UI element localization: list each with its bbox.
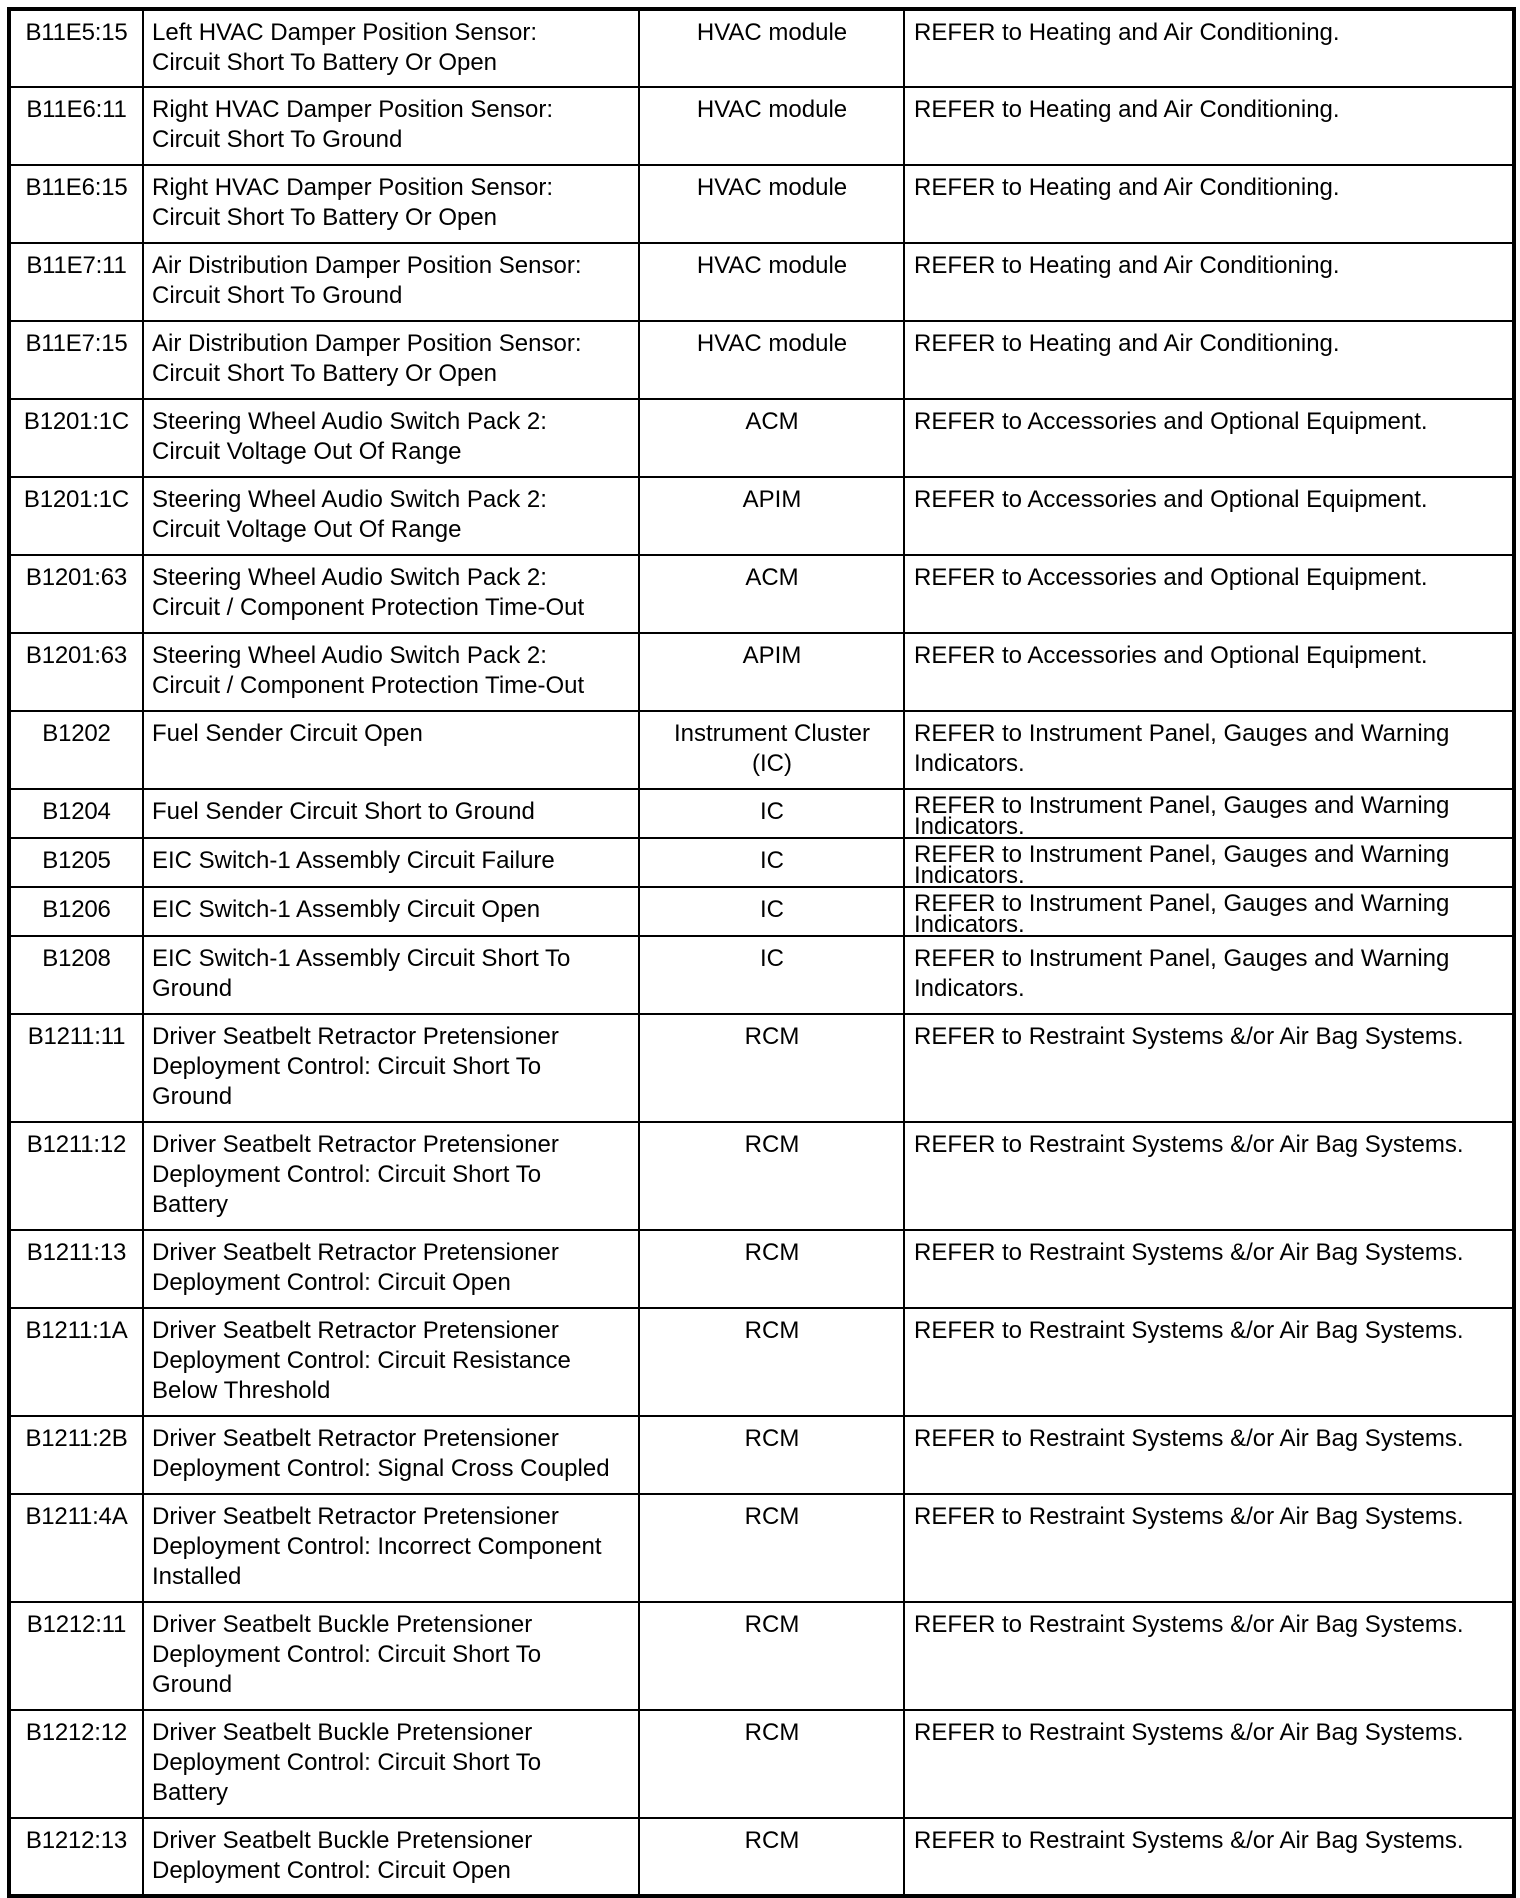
table-row [9,321,1514,399]
dtc-description-line: Driver Seatbelt Buckle Pretensioner [152,1719,533,1746]
dtc-module-cell [639,87,904,165]
dtc-code: B1212:11 [26,1611,127,1638]
dtc-description-line: Circuit Voltage Out Of Range [152,516,462,543]
table-row [9,838,1514,887]
table-row [9,1308,1514,1416]
table-row [9,165,1514,243]
dtc-action-line: REFER to Instrument Panel, Gauges and Warning [914,720,1450,747]
dtc-description-line: Circuit Short To Battery Or Open [152,360,498,387]
dtc-action-cell [904,243,1514,321]
dtc-code-cell [9,1602,143,1710]
dtc-code: B1211:11 [27,1023,126,1050]
dtc-code-cell [9,399,143,477]
dtc-code-cell [9,243,143,321]
dtc-description-line: Deployment Control: Circuit Short To [152,1161,542,1188]
dtc-code: B11E6:11 [26,96,127,123]
dtc-module-line: HVAC module [696,19,848,46]
dtc-description-line: Left HVAC Damper Position Sensor: [152,19,538,46]
dtc-code: B1201:1C [23,486,130,513]
dtc-description-line: Fuel Sender Circuit Open [152,720,423,747]
table-row [9,243,1514,321]
dtc-action-line: REFER to Accessories and Optional Equipment. [914,408,1428,435]
dtc-action-cell [904,838,1514,887]
dtc-action-line: REFER to Instrument Panel, Gauges and Warning [914,945,1450,972]
dtc-action-line: REFER to Restraint Systems &/or Air Bag Systems. [914,1611,1464,1638]
dtc-description-cell [143,1818,639,1896]
dtc-code-cell [9,711,143,789]
dtc-module-cell [639,1014,904,1122]
dtc-action-line: REFER to Restraint Systems &/or Air Bag Systems. [914,1425,1464,1452]
dtc-module-line: ACM [745,564,799,591]
dtc-description-line: Ground [152,975,233,1002]
dtc-module-line: HVAC module [696,330,848,357]
dtc-action-line: Indicators. [914,813,1025,838]
table-row [9,87,1514,165]
dtc-description-line: Driver Seatbelt Retractor Pretensioner [152,1023,559,1050]
dtc-description-cell [143,1416,639,1494]
dtc-module-cell [639,936,904,1014]
dtc-module-cell [639,1308,904,1416]
dtc-description-line: Deployment Control: Signal Cross Coupled [152,1455,610,1482]
table-row [9,633,1514,711]
dtc-description-line: Circuit / Component Protection Time-Out [152,594,585,621]
dtc-module-line: APIM [742,486,802,513]
dtc-module-line: HVAC module [696,252,848,279]
dtc-action-line: Indicators. [914,862,1025,887]
table-row [9,1818,1514,1896]
dtc-action-line: REFER to Accessories and Optional Equipment. [914,486,1428,513]
dtc-description-line: Steering Wheel Audio Switch Pack 2: [152,408,547,435]
table-row [9,1014,1514,1122]
dtc-action-cell [904,1014,1514,1122]
table-row [9,1494,1514,1602]
dtc-module-line: RCM [744,1503,800,1530]
dtc-description-cell [143,165,639,243]
dtc-description-cell [143,399,639,477]
dtc-module-cell [639,887,904,936]
dtc-code-cell [9,1014,143,1122]
dtc-action-cell [904,321,1514,399]
dtc-description-line: Deployment Control: Circuit Resistance [152,1347,571,1374]
dtc-code: B1201:63 [25,642,128,669]
dtc-description-line: Driver Seatbelt Retractor Pretensioner [152,1425,559,1452]
dtc-action-line: REFER to Heating and Air Conditioning. [914,19,1340,46]
dtc-description-line: Driver Seatbelt Retractor Pretensioner [152,1239,559,1266]
table-row [9,1602,1514,1710]
dtc-module-line: IC [760,945,784,972]
dtc-module-cell [639,9,904,87]
dtc-module-line: RCM [744,1425,800,1452]
dtc-module-line: RCM [744,1023,800,1050]
dtc-module-cell [639,165,904,243]
dtc-action-cell [904,633,1514,711]
table-row [9,1710,1514,1818]
dtc-description-cell [143,9,639,87]
dtc-action-cell [904,1602,1514,1710]
table-row [9,1416,1514,1494]
dtc-action-cell [904,1710,1514,1818]
dtc-action-line: REFER to Restraint Systems &/or Air Bag Systems. [914,1239,1464,1266]
dtc-description-cell [143,243,639,321]
dtc-code: B1202 [42,720,111,747]
dtc-module-line: RCM [744,1239,800,1266]
dtc-description-cell [143,1308,639,1416]
dtc-action-cell [904,789,1514,838]
dtc-module-line: RCM [744,1719,800,1746]
dtc-action-line: REFER to Instrument Panel, Gauges and Warning [914,890,1450,917]
dtc-module-cell [639,838,904,887]
dtc-action-line: REFER to Restraint Systems &/or Air Bag Systems. [914,1317,1464,1344]
dtc-description-line: Circuit / Component Protection Time-Out [152,672,585,699]
dtc-code-cell [9,477,143,555]
dtc-action-line: REFER to Heating and Air Conditioning. [914,252,1340,279]
dtc-description-line: Ground [152,1083,233,1110]
dtc-description-cell [143,1122,639,1230]
dtc-action-cell [904,1308,1514,1416]
dtc-module-line: IC [760,798,784,825]
dtc-action-line: Indicators. [914,750,1025,777]
dtc-action-line: Indicators. [914,975,1025,1002]
dtc-module-cell [639,1710,904,1818]
dtc-action-line: REFER to Restraint Systems &/or Air Bag Systems. [914,1023,1464,1050]
dtc-module-line: HVAC module [696,174,848,201]
dtc-code: B1201:1C [23,408,130,435]
dtc-description-line: Deployment Control: Circuit Open [152,1857,511,1884]
dtc-description-cell [143,789,639,838]
dtc-description-line: Driver Seatbelt Retractor Pretensioner [152,1503,559,1530]
dtc-action-cell [904,1416,1514,1494]
dtc-module-line: Instrument Cluster [673,720,871,747]
dtc-module-cell [639,555,904,633]
dtc-code: B1211:13 [26,1239,127,1266]
dtc-description-line: Circuit Short To Battery Or Open [152,49,498,76]
dtc-description-line: Circuit Short To Battery Or Open [152,204,498,231]
dtc-code: B1212:13 [25,1827,128,1854]
dtc-code-cell [9,1416,143,1494]
dtc-description-line: EIC Switch-1 Assembly Circuit Open [152,896,541,923]
dtc-code-cell [9,887,143,936]
dtc-module-line: APIM [742,642,802,669]
dtc-action-line: REFER to Restraint Systems &/or Air Bag Systems. [914,1827,1464,1854]
dtc-description-line: Right HVAC Damper Position Sensor: [152,174,554,201]
dtc-description-line: Battery [152,1191,229,1218]
dtc-code-cell [9,789,143,838]
table-row [9,789,1514,838]
table-row [9,1230,1514,1308]
dtc-description-line: EIC Switch-1 Assembly Circuit Failure [152,847,555,874]
dtc-code-cell [9,1818,143,1896]
dtc-module-cell [639,1494,904,1602]
dtc-action-cell [904,165,1514,243]
table-row [9,711,1514,789]
dtc-action-line: REFER to Heating and Air Conditioning. [914,174,1340,201]
dtc-code: B11E5:15 [25,19,128,46]
dtc-description-cell [143,321,639,399]
dtc-module-cell [639,243,904,321]
dtc-description-line: Deployment Control: Circuit Short To [152,1053,542,1080]
table-row [9,936,1514,1014]
dtc-code: B1211:12 [26,1131,127,1158]
dtc-description-cell [143,1602,639,1710]
dtc-module-cell [639,711,904,789]
dtc-module-line: IC [760,896,784,923]
dtc-action-line: REFER to Restraint Systems &/or Air Bag Systems. [914,1503,1464,1530]
dtc-description-line: Steering Wheel Audio Switch Pack 2: [152,642,547,669]
dtc-description-line: Right HVAC Damper Position Sensor: [152,96,554,123]
dtc-description-cell [143,1230,639,1308]
dtc-description-line: Deployment Control: Circuit Short To [152,1641,542,1668]
dtc-action-cell [904,1818,1514,1896]
table-row [9,477,1514,555]
table-row [9,887,1514,936]
table-row [9,399,1514,477]
dtc-description-cell [143,936,639,1014]
dtc-module-line: (IC) [752,750,792,777]
table-row [9,1122,1514,1230]
dtc-action-line: Indicators. [914,911,1025,936]
dtc-code: B1201:63 [25,564,128,591]
dtc-action-line: REFER to Heating and Air Conditioning. [914,330,1340,357]
dtc-description-cell [143,838,639,887]
dtc-action-line: REFER to Restraint Systems &/or Air Bag Systems. [914,1131,1464,1158]
dtc-code: B11E7:11 [26,252,127,279]
dtc-module-line: RCM [744,1611,800,1638]
dtc-code: B1205 [42,847,111,874]
dtc-action-cell [904,477,1514,555]
dtc-description-line: Driver Seatbelt Buckle Pretensioner [152,1611,533,1638]
dtc-description-cell [143,887,639,936]
dtc-code-cell [9,87,143,165]
dtc-description-line: Deployment Control: Circuit Short To [152,1749,542,1776]
dtc-action-cell [904,1494,1514,1602]
dtc-description-line: Below Threshold [152,1377,331,1404]
dtc-code-cell [9,9,143,87]
dtc-description-line: Circuit Short To Ground [152,126,403,153]
dtc-action-cell [904,87,1514,165]
dtc-action-cell [904,711,1514,789]
dtc-description-line: Deployment Control: Incorrect Component [152,1533,602,1560]
dtc-code: B1212:12 [25,1719,128,1746]
dtc-description-line: Driver Seatbelt Buckle Pretensioner [152,1827,533,1854]
dtc-code-cell [9,936,143,1014]
dtc-code-cell [9,1122,143,1230]
dtc-module-cell [639,1122,904,1230]
dtc-action-line: REFER to Accessories and Optional Equipment. [914,642,1428,669]
dtc-module-cell [639,1818,904,1896]
dtc-description-cell [143,1710,639,1818]
dtc-description-line: Fuel Sender Circuit Short to Ground [152,798,535,825]
dtc-description-cell [143,87,639,165]
dtc-module-cell [639,399,904,477]
dtc-description-line: Air Distribution Damper Position Sensor: [152,330,582,357]
dtc-code: B1211:2B [25,1425,128,1452]
dtc-description-line: Driver Seatbelt Retractor Pretensioner [152,1317,559,1344]
dtc-code-cell [9,321,143,399]
dtc-action-cell [904,887,1514,936]
table-row [9,9,1514,87]
dtc-code-cell [9,165,143,243]
dtc-description-cell [143,555,639,633]
dtc-code-cell [9,555,143,633]
dtc-module-cell [639,1230,904,1308]
dtc-description-line: Driver Seatbelt Retractor Pretensioner [152,1131,559,1158]
dtc-description-line: Deployment Control: Circuit Open [152,1269,511,1296]
dtc-action-line: REFER to Heating and Air Conditioning. [914,96,1340,123]
dtc-action-cell [904,1122,1514,1230]
dtc-module-cell [639,321,904,399]
dtc-action-cell [904,555,1514,633]
dtc-code-cell [9,1710,143,1818]
dtc-description-line: EIC Switch-1 Assembly Circuit Short To [152,945,571,972]
dtc-description-cell [143,633,639,711]
dtc-description-line: Ground [152,1671,233,1698]
dtc-module-cell [639,1602,904,1710]
dtc-code: B11E6:15 [25,174,128,201]
dtc-module-line: HVAC module [696,96,848,123]
dtc-action-cell [904,9,1514,87]
dtc-module-cell [639,1416,904,1494]
dtc-module-line: RCM [744,1131,800,1158]
dtc-code-cell [9,1494,143,1602]
dtc-module-cell [639,477,904,555]
dtc-description-cell [143,1494,639,1602]
dtc-action-cell [904,399,1514,477]
dtc-module-line: IC [760,847,784,874]
dtc-table-body [9,9,1514,1896]
dtc-description-cell [143,1014,639,1122]
dtc-code: B1211:1A [25,1317,128,1344]
dtc-description-line: Circuit Short To Ground [152,282,403,309]
dtc-code: B11E7:15 [25,330,128,357]
dtc-module-line: RCM [744,1317,800,1344]
dtc-module-cell [639,789,904,838]
dtc-code: B1208 [42,945,111,972]
dtc-code: B1206 [42,896,111,923]
dtc-table [7,7,1516,1898]
dtc-description-line: Steering Wheel Audio Switch Pack 2: [152,564,547,591]
table-row [9,555,1514,633]
dtc-description-line: Steering Wheel Audio Switch Pack 2: [152,486,547,513]
dtc-action-line: REFER to Restraint Systems &/or Air Bag Systems. [914,1719,1464,1746]
dtc-description-cell [143,711,639,789]
dtc-code-cell [9,633,143,711]
dtc-module-cell [639,633,904,711]
dtc-code: B1204 [42,798,111,825]
dtc-code-cell [9,838,143,887]
dtc-description-line: Battery [152,1779,229,1806]
dtc-action-cell [904,936,1514,1014]
dtc-action-line: REFER to Instrument Panel, Gauges and Warning [914,792,1450,819]
dtc-code: B1211:4A [25,1503,128,1530]
dtc-action-line: REFER to Accessories and Optional Equipment. [914,564,1428,591]
dtc-description-line: Circuit Voltage Out Of Range [152,438,462,465]
dtc-description-line: Air Distribution Damper Position Sensor: [152,252,582,279]
dtc-description-cell [143,477,639,555]
dtc-code-cell [9,1230,143,1308]
dtc-action-cell [904,1230,1514,1308]
dtc-action-line: REFER to Instrument Panel, Gauges and Warning [914,841,1450,868]
dtc-code-cell [9,1308,143,1416]
dtc-module-line: RCM [744,1827,800,1854]
dtc-description-line: Installed [152,1563,242,1590]
dtc-module-line: ACM [745,408,799,435]
